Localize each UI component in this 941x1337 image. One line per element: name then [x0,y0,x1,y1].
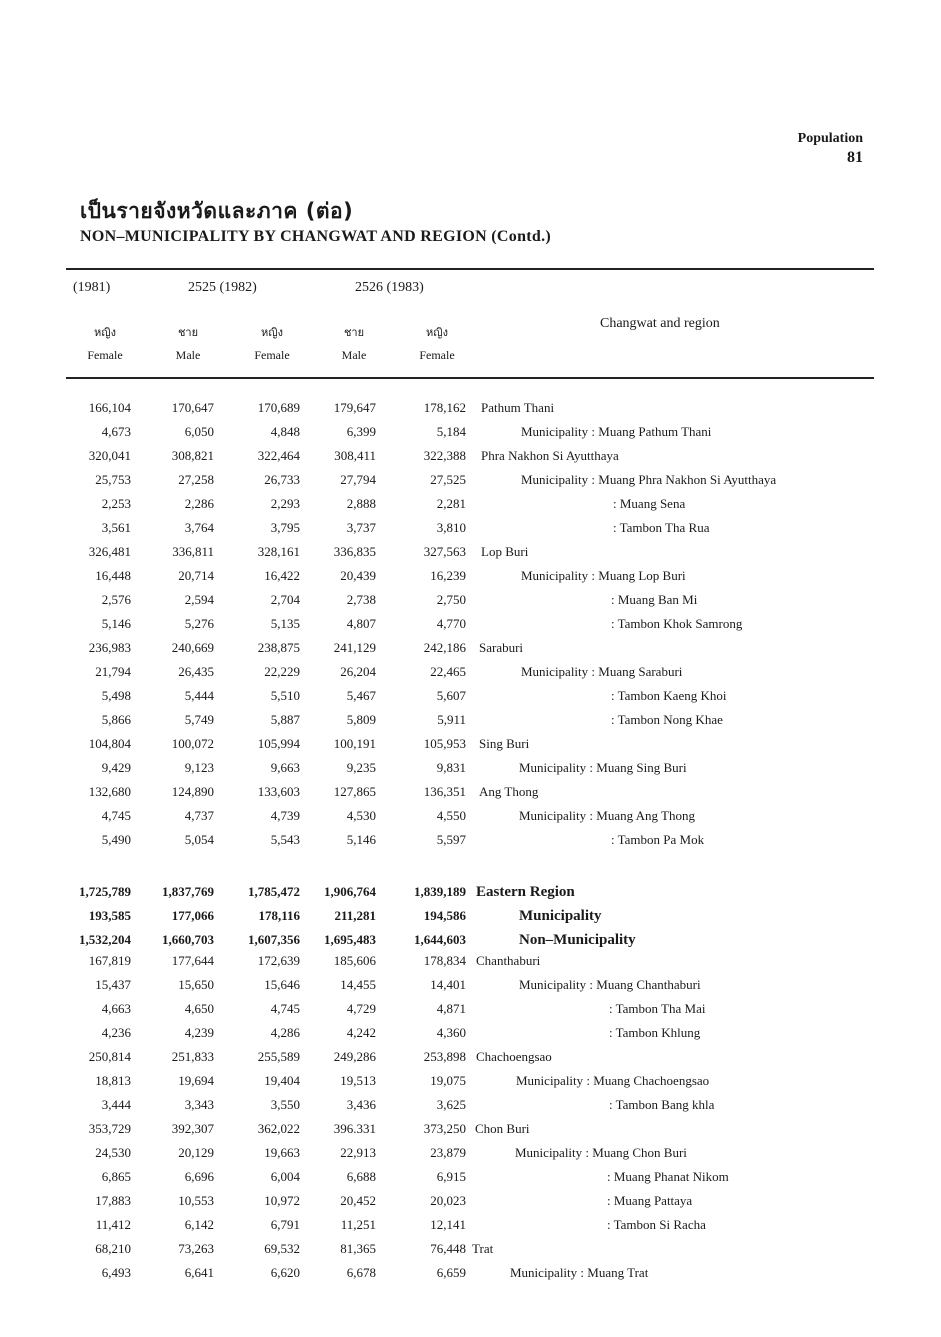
value-cell: 4,242 [346,1025,376,1040]
area-name: : Tambon Bang khla [609,1097,715,1112]
value-cell: 81,365 [340,1241,376,1256]
value-cell: 2,253 [101,496,131,511]
value-cell: 2,576 [101,592,131,607]
value-cell: 6,399 [346,424,376,439]
value-cell: 17,883 [95,1193,131,1208]
area-name: : Tambon Nong Khae [611,712,723,727]
value-cell: 6,791 [270,1217,300,1232]
year-1982: 2525 (1982) [188,280,257,295]
value-cell: 253,898 [423,1049,466,1064]
value-cell: 1,785,472 [248,884,300,899]
area-name: Municipality [519,908,602,924]
value-cell: 133,603 [257,784,300,799]
value-cell: 4,530 [346,808,376,823]
value-cell: 170,689 [257,400,300,415]
header-rule [66,377,874,379]
value-cell: 4,239 [184,1025,214,1040]
table-row [0,568,941,590]
value-cell: 9,123 [184,760,214,775]
value-cell: 170,647 [171,400,214,415]
value-cell: 236,983 [88,640,131,655]
area-name: Chanthaburi [476,953,541,968]
value-cell: 5,467 [346,688,376,703]
col-header-thai: หญิง [426,326,448,339]
table-row [0,1025,941,1047]
value-cell: 172,639 [257,953,300,968]
value-cell: 4,807 [346,616,376,631]
value-cell: 3,810 [436,520,466,535]
value-cell: 136,351 [423,784,466,799]
area-name: : Tambon Pa Mok [611,832,705,847]
value-cell: 1,660,703 [162,932,214,947]
value-cell: 1,532,204 [79,932,131,947]
value-cell: 5,276 [184,616,214,631]
value-cell: 2,293 [270,496,300,511]
value-cell: 6,641 [184,1265,214,1280]
value-cell: 396.331 [333,1121,376,1136]
page-number: 81 [847,149,863,166]
area-name: Sing Buri [479,736,530,751]
area-name: Non–Municipality [519,932,636,948]
table-row [0,1193,941,1215]
year-1983: 2526 (1983) [355,280,424,295]
value-cell: 6,865 [101,1169,131,1184]
year-1981: (1981) [73,280,111,295]
value-cell: 9,831 [436,760,466,775]
value-cell: 242,186 [423,640,466,655]
value-cell: 4,236 [101,1025,131,1040]
value-cell: 20,023 [430,1193,466,1208]
value-cell: 5,146 [346,832,376,847]
value-cell: 5,054 [184,832,214,847]
value-cell: 14,455 [340,977,376,992]
area-name: : Tambon Tha Rua [613,520,710,535]
area-name: Eastern Region [476,884,575,900]
value-cell: 20,439 [340,568,376,583]
area-name: Municipality : Muang Ang Thong [519,808,695,823]
value-cell: 5,809 [346,712,376,727]
area-name: : Muang Pattaya [607,1193,693,1208]
value-cell: 6,620 [270,1265,300,1280]
value-cell: 392,307 [171,1121,214,1136]
value-cell: 5,135 [270,616,300,631]
area-name: Chachoengsao [476,1049,552,1064]
value-cell: 16,448 [95,568,131,583]
value-cell: 4,550 [436,808,466,823]
value-cell: 69,532 [264,1241,300,1256]
col-header-en: Female [87,348,123,362]
value-cell: 177,644 [171,953,214,968]
value-cell: 1,906,764 [324,884,376,899]
value-cell: 194,586 [423,908,466,923]
col-header-female-1982 [237,322,307,366]
value-cell: 26,204 [340,664,376,679]
value-cell: 3,764 [184,520,214,535]
col-header-thai: หญิง [94,326,116,339]
value-cell: 6,493 [101,1265,131,1280]
area-name: Pathum Thani [481,400,555,415]
area-name: Municipality : Muang Lop Buri [521,568,686,583]
value-cell: 24,530 [95,1145,131,1160]
value-cell: 20,714 [178,568,214,583]
value-cell: 373,250 [423,1121,466,1136]
table-row [0,1265,941,1287]
area-name: : Tambon Si Racha [607,1217,706,1232]
value-cell: 193,585 [88,908,131,923]
table-row [0,832,941,854]
value-cell: 22,913 [340,1145,376,1160]
value-cell: 9,429 [101,760,131,775]
table-row [0,1241,941,1263]
value-cell: 12,141 [430,1217,466,1232]
value-cell: 251,833 [171,1049,214,1064]
area-name: Municipality : Muang Chachoengsao [516,1073,710,1088]
value-cell: 2,888 [346,496,376,511]
col-header-en: Female [419,348,455,362]
table-row [0,520,941,542]
col-header-en: Male [175,348,201,362]
value-cell: 10,972 [264,1193,300,1208]
table-row [0,977,941,999]
value-cell: 240,669 [171,640,214,655]
value-cell: 10,553 [178,1193,214,1208]
area-name: Municipality : Muang Trat [510,1265,649,1280]
value-cell: 178,834 [423,953,466,968]
value-cell: 2,594 [184,592,214,607]
table-row [0,1169,941,1191]
value-cell: 15,437 [95,977,131,992]
value-cell: 4,286 [270,1025,300,1040]
value-cell: 322,388 [423,448,466,463]
table-row [0,953,941,975]
value-cell: 21,794 [95,664,131,679]
value-cell: 124,890 [171,784,214,799]
value-cell: 4,650 [184,1001,214,1016]
changwat-region-header: Changwat and region [600,316,720,331]
section-name: Population [797,131,863,146]
value-cell: 185,606 [333,953,376,968]
value-cell: 73,263 [178,1241,214,1256]
table-row [0,592,941,614]
value-cell: 5,887 [270,712,300,727]
table-row [0,664,941,686]
table-row [0,712,941,734]
value-cell: 2,704 [270,592,300,607]
value-cell: 3,561 [101,520,131,535]
value-cell: 6,915 [436,1169,466,1184]
value-cell: 241,129 [333,640,376,655]
value-cell: 9,235 [346,760,376,775]
value-cell: 18,813 [95,1073,131,1088]
value-cell: 23,879 [430,1145,466,1160]
value-cell: 68,210 [95,1241,131,1256]
value-cell: 19,513 [340,1073,376,1088]
table-row [0,424,941,446]
value-cell: 3,436 [346,1097,376,1112]
table-title-thai: เป็นรายจังหวัดและภาค (ต่อ) [80,199,354,223]
value-cell: 4,739 [270,808,300,823]
value-cell: 167,819 [88,953,131,968]
value-cell: 179,647 [333,400,376,415]
value-cell: 27,525 [430,472,466,487]
area-name: Municipality : Muang Chanthaburi [519,977,701,992]
value-cell: 3,795 [270,520,300,535]
table-row [0,1049,941,1071]
area-name: Municipality : Muang Phra Nakhon Si Ayutthaya [521,472,777,487]
value-cell: 16,239 [430,568,466,583]
value-cell: 9,663 [270,760,300,775]
area-name: Chon Buri [475,1121,530,1136]
value-cell: 105,994 [257,736,300,751]
value-cell: 211,281 [334,908,376,923]
value-cell: 132,680 [88,784,131,799]
value-cell: 327,563 [423,544,466,559]
value-cell: 20,129 [178,1145,214,1160]
value-cell: 5,543 [270,832,300,847]
value-cell: 22,465 [430,664,466,679]
value-cell: 6,678 [346,1265,376,1280]
value-cell: 27,258 [178,472,214,487]
value-cell: 2,281 [436,496,466,511]
value-cell: 5,444 [184,688,214,703]
value-cell: 127,865 [333,784,376,799]
value-cell: 4,745 [270,1001,300,1016]
value-cell: 5,498 [101,688,131,703]
value-cell: 3,444 [101,1097,131,1112]
value-cell: 255,589 [257,1049,300,1064]
col-header-thai: ชาย [177,326,199,339]
value-cell: 178,116 [258,908,300,923]
area-name: : Tambon Khlung [609,1025,701,1040]
value-cell: 4,848 [270,424,300,439]
value-cell: 4,673 [101,424,131,439]
area-name: Saraburi [479,640,524,655]
value-cell: 1,725,789 [79,884,131,899]
value-cell: 5,597 [436,832,466,847]
value-cell: 100,072 [171,736,214,751]
value-cell: 5,911 [437,712,466,727]
area-name: Municipality : Muang Pathum Thani [521,424,712,439]
area-name: : Tambon Khok Samrong [611,616,743,631]
value-cell: 4,871 [436,1001,466,1016]
value-cell: 2,750 [436,592,466,607]
value-cell: 105,953 [423,736,466,751]
value-cell: 4,745 [101,808,131,823]
value-cell: 178,162 [423,400,466,415]
value-cell: 308,821 [171,448,214,463]
value-cell: 336,835 [333,544,376,559]
value-cell: 1,839,189 [414,884,466,899]
area-name: : Tambon Kaeng Khoi [611,688,727,703]
area-name: : Tambon Tha Mai [609,1001,706,1016]
area-name: Municipality : Muang Sing Buri [519,760,687,775]
value-cell: 249,286 [333,1049,376,1064]
table-row [0,1073,941,1095]
table-row [0,760,941,782]
value-cell: 166,104 [88,400,131,415]
value-cell: 14,401 [430,977,466,992]
value-cell: 308,411 [334,448,376,463]
area-name: : Muang Phanat Nikom [607,1169,729,1184]
value-cell: 26,435 [178,664,214,679]
value-cell: 2,738 [346,592,376,607]
table-title-english: NON–MUNICIPALITY BY CHANGWAT AND REGION (Contd.) [80,228,552,245]
value-cell: 5,607 [436,688,466,703]
value-cell: 6,688 [346,1169,376,1184]
area-name: Ang Thong [479,784,539,799]
value-cell: 250,814 [88,1049,131,1064]
table-row [0,932,941,954]
col-header-male-1982 [153,322,223,366]
value-cell: 100,191 [333,736,376,751]
value-cell: 5,184 [436,424,466,439]
table-row [0,908,941,930]
value-cell: 6,696 [184,1169,214,1184]
value-cell: 15,650 [178,977,214,992]
value-cell: 3,343 [184,1097,214,1112]
value-cell: 16,422 [264,568,300,583]
table-row [0,472,941,494]
value-cell: 322,464 [257,448,300,463]
value-cell: 4,729 [346,1001,376,1016]
value-cell: 22,229 [264,664,300,679]
value-cell: 5,510 [270,688,300,703]
value-cell: 6,659 [436,1265,466,1280]
value-cell: 19,075 [430,1073,466,1088]
table-row [0,448,941,470]
col-header-male-1983 [319,322,389,366]
area-name: Municipality : Muang Saraburi [521,664,683,679]
value-cell: 5,146 [101,616,131,631]
value-cell: 19,694 [178,1073,214,1088]
col-header-en: Female [254,348,290,362]
table-row [0,496,941,518]
value-cell: 353,729 [88,1121,131,1136]
table-row [0,1145,941,1167]
value-cell: 1,695,483 [324,932,376,947]
value-cell: 76,448 [430,1241,466,1256]
col-header-female-1983 [402,322,472,366]
value-cell: 11,412 [95,1217,131,1232]
table-row [0,1001,941,1023]
page-header [798,131,863,167]
value-cell: 5,490 [101,832,131,847]
value-cell: 1,837,769 [162,884,214,899]
table-row [0,640,941,662]
value-cell: 4,360 [436,1025,466,1040]
value-cell: 11,251 [340,1217,376,1232]
value-cell: 19,663 [264,1145,300,1160]
area-name: : Muang Sena [613,496,686,511]
col-header-thai: ชาย [343,326,365,339]
value-cell: 5,866 [101,712,131,727]
value-cell: 27,794 [340,472,376,487]
value-cell: 4,770 [436,616,466,631]
table-row [0,400,941,422]
area-name: Municipality : Muang Chon Buri [515,1145,687,1160]
value-cell: 15,646 [264,977,300,992]
value-cell: 20,452 [340,1193,376,1208]
value-cell: 3,625 [436,1097,466,1112]
value-cell: 328,161 [257,544,300,559]
area-name: Lop Buri [481,544,529,559]
col-header-en: Male [341,348,367,362]
value-cell: 6,142 [184,1217,214,1232]
table-row [0,784,941,806]
value-cell: 6,004 [270,1169,300,1184]
table-row [0,884,941,906]
col-header-female-1981 [70,322,140,366]
value-cell: 1,644,603 [414,932,466,947]
col-header-thai: หญิง [261,326,283,339]
table-row [0,1217,941,1239]
value-cell: 3,550 [270,1097,300,1112]
area-name: : Muang Ban Mi [611,592,698,607]
area-name: Trat [472,1241,494,1256]
value-cell: 4,663 [101,1001,131,1016]
value-cell: 3,737 [346,520,376,535]
value-cell: 336,811 [172,544,214,559]
value-cell: 362,022 [257,1121,300,1136]
value-cell: 5,749 [184,712,214,727]
value-cell: 25,753 [95,472,131,487]
table-row [0,688,941,710]
value-cell: 1,607,356 [248,932,300,947]
table-row [0,736,941,758]
value-cell: 4,737 [184,808,214,823]
value-cell: 238,875 [257,640,300,655]
value-cell: 326,481 [88,544,131,559]
value-cell: 26,733 [264,472,300,487]
top-rule [66,268,874,270]
value-cell: 177,066 [171,908,214,923]
value-cell: 6,050 [184,424,214,439]
value-cell: 104,804 [88,736,131,751]
table-row [0,616,941,638]
area-name: Phra Nakhon Si Ayutthaya [481,448,619,463]
table-row [0,808,941,830]
table-row [0,1097,941,1119]
table-row [0,544,941,566]
table-row [0,1121,941,1143]
value-cell: 320,041 [88,448,131,463]
value-cell: 19,404 [264,1073,300,1088]
value-cell: 2,286 [184,496,214,511]
